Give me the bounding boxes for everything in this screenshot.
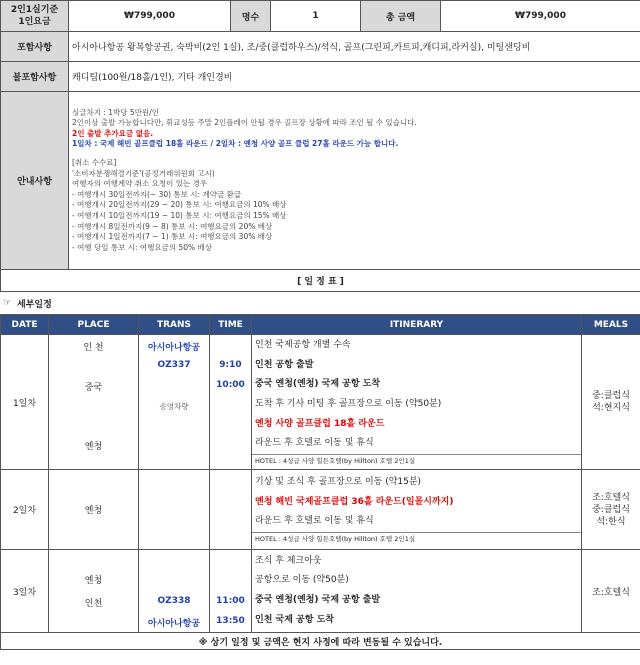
meal-item: 중:클럽식 — [592, 504, 630, 515]
time-value: 9:10 — [219, 360, 242, 370]
day-time — [210, 470, 252, 550]
base-price-label: 2인1실기준 1인요금 — [1, 1, 69, 32]
flight-number: OZ338 — [157, 596, 191, 606]
day-trans — [139, 335, 210, 470]
footer-note: ※ 상기 일정 및 금액은 현지 사정에 따라 변동될 수 있습니다. — [1, 633, 640, 650]
itinerary-item: 인천 국제공항 개별 수속 — [255, 339, 351, 350]
meal-item: 석:한식 — [596, 516, 626, 527]
day-row — [1, 335, 640, 470]
time-value: 10:00 — [216, 380, 245, 390]
unit-price-value: ₩799,000 — [69, 1, 231, 32]
flight-number: OZ337 — [157, 360, 191, 370]
notice-line: - 여행개시 30일전까지(~ 30) 통보 시: 계약금 환급 — [72, 189, 242, 199]
notice-text — [69, 92, 640, 270]
day-place: 옌청 — [49, 470, 139, 550]
excluded-text: 캐디팁(100원/18홀/1인), 기타 개인경비 — [69, 62, 640, 92]
total-value: ₩799,000 — [441, 1, 640, 32]
notice-line — [72, 150, 637, 158]
notice-line: [취소 수수료] — [72, 158, 117, 168]
meal-item: 조:호텔식 — [592, 587, 630, 598]
itinerary-item: 기상 및 조식 후 골프장으로 이동 (약15분) — [255, 476, 422, 487]
day-time — [210, 550, 252, 633]
itinerary-item: 공항으로 이동 (약50분) — [255, 575, 349, 586]
itinerary-item: 인천 국제 공항 도착 — [255, 614, 334, 625]
total-label: 총 금액 — [361, 1, 441, 32]
itinerary-item: 조식 후 체크아웃 — [255, 555, 322, 566]
itinerary-item: 인천 공항 출발 — [255, 359, 314, 370]
notice-line: 싱글차지 : 1박당 5만원/인 — [72, 107, 159, 117]
day-trans — [139, 550, 210, 633]
day-date: 2일차 — [1, 470, 49, 550]
day-meals — [582, 550, 640, 633]
itinerary-item: 옌청 해빈 국제골프클럽 36홀 라운드(일몰시까지) — [255, 496, 454, 507]
col-date: DATE — [1, 315, 49, 335]
notice-line: - 여행개시 1일전까지(7 ~ 1) 통보 시: 여행요금의 30% 배상 — [72, 232, 273, 242]
included-text: 아시아나항공 왕복항공권, 숙박비(2인 1실), 조/중(클럽하우스)/석식, 골프(그린피,카트피,캐디피,라커실), 미팅샌딩비 — [69, 32, 640, 62]
excluded-label: 불포함사항 — [1, 62, 69, 92]
day-date: 1일차 — [1, 335, 49, 470]
itinerary-item: 중국 옌청(옌청) 국제 공항 도착 — [255, 379, 381, 390]
day-row — [1, 550, 640, 633]
notice-line: - 여행개시 10일전까지(19 ~ 10) 통보 시: 여행요금의 15% 배상 — [72, 210, 287, 220]
notice-line: '소비자분쟁해결기준'(공정거래위원회 고시) — [72, 168, 215, 178]
count-label: 명수 — [231, 1, 271, 32]
day-meals — [582, 470, 640, 550]
day-place — [49, 550, 139, 633]
price-info-table — [0, 0, 640, 292]
hotel-info: HOTEL : 4성급 사양 힐튼호텔(by Hillton) 호텔 2인1실 — [252, 454, 581, 468]
day-meals — [582, 335, 640, 470]
place-name: 인 천 — [83, 343, 104, 353]
day-trans — [139, 470, 210, 550]
day-itinerary — [252, 335, 582, 470]
airline-name: 아시아나항공 — [147, 619, 201, 629]
meal-item: 조:호텔식 — [592, 492, 630, 503]
notice-line: 2인이상 출발 가능합니다만, 휘교성등 주말 2인플레이 안될 경우 골프장 상황에 따라 조인 될 수 있습니다. — [72, 118, 417, 128]
place-name: 인천 — [84, 599, 103, 609]
notice-line: 여행자의 여행계약 취소 요청이 있는 경우 — [72, 179, 208, 189]
notice-line: - 여행개시 8일전까지(9 ~ 8) 통보 시: 여행요금의 20% 배상 — [72, 221, 273, 231]
meal-item: 중:클럽식 — [592, 391, 630, 401]
itinerary-item: 라운드 후 호텔로 이동 및 휴식 — [255, 516, 374, 527]
col-place: PLACE — [49, 315, 139, 335]
time-value: 13:50 — [216, 616, 245, 626]
day-itinerary — [252, 470, 582, 550]
notice-line: - 여행 당일 통보 시: 여행요금의 50% 배상 — [72, 242, 213, 252]
time-value: 11:00 — [216, 596, 245, 606]
itinerary-item: 중국 옌청(옌청) 국제 공항 출발 — [255, 595, 381, 605]
notice-line: 1일차 : 국제 해빈 골프클럽 18홀 라운드 / 2일차 : 옌청 사양 골프 클럽 27홀 라운드 가능 합니다. — [72, 139, 399, 149]
notice-line: 2인 출발 추가요금 없음. — [72, 128, 154, 138]
schedule-title: [ 일 정 표 ] — [1, 270, 640, 292]
itinerary-table — [0, 314, 640, 650]
itinerary-item: 도착 후 기사 미팅 후 골프장으로 이동 (약50분) — [255, 399, 442, 409]
col-itinerary: ITINERARY — [252, 315, 582, 335]
hand-pointer-icon: ☞ — [3, 298, 12, 308]
day-place — [49, 335, 139, 470]
airline-name: 아시아나항공 — [147, 343, 201, 353]
place-name: 옌청 — [84, 442, 103, 452]
place-name: 옌청 — [84, 576, 103, 586]
itinerary-item: 옌청 사양 골프클럽 18홀 라운드 — [255, 418, 385, 429]
transfer-vehicle: 송영차량 — [159, 402, 189, 411]
day-time — [210, 335, 252, 470]
day-itinerary — [252, 550, 582, 633]
notice-label: 안내사항 — [1, 92, 69, 270]
col-meals: MEALS — [582, 315, 640, 335]
day-row — [1, 470, 640, 550]
count-value: 1 — [271, 1, 361, 32]
hotel-info: HOTEL : 4성급 사양 힐튼호텔(by Hillton) 호텔 2인1실 — [252, 532, 581, 546]
day-date: 3일차 — [1, 550, 49, 633]
col-trans: TRANS — [139, 315, 210, 335]
meal-item: 석:현지식 — [592, 403, 630, 413]
itinerary-item: 라운드 후 호텔로 이동 및 휴식 — [255, 438, 374, 449]
included-label: 포함사항 — [1, 32, 69, 62]
place-name: 중국 — [84, 383, 103, 393]
section-title: 세부일정 — [17, 299, 52, 310]
col-time: TIME — [210, 315, 252, 335]
section-heading — [0, 292, 640, 314]
notice-line: - 여행개시 20일전까지(29 ~ 20) 통보 시: 여행요금의 10% 배상 — [72, 200, 287, 210]
